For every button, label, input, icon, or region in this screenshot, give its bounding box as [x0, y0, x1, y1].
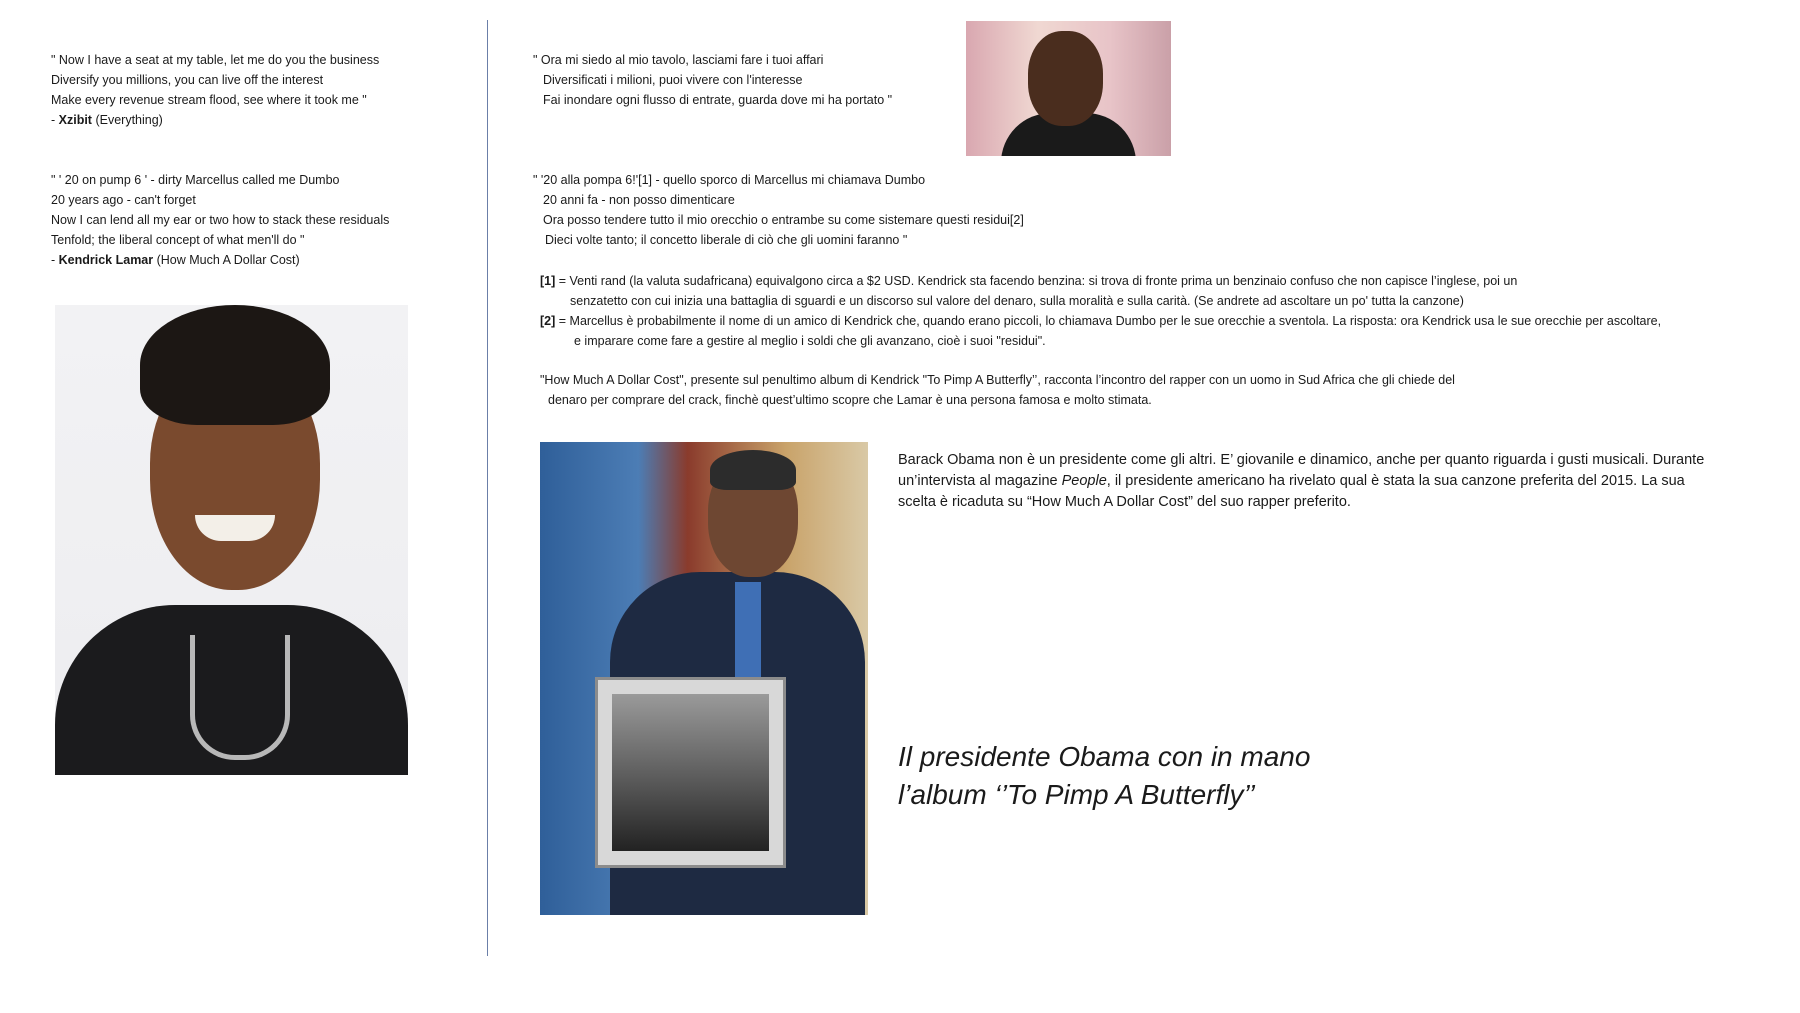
- description-line: "How Much A Dollar Cost", presente sul penultimo album di Kendrick "To Pimp A Butterfly’’, racconta l’incontro del rapper con un uomo in Sud Africa che gli chiede del: [540, 373, 1455, 387]
- paragraph-line: Barack Obama non è un presidente come gli altri. E’ giovanile e dinamico, anche per quanto riguarda i gusti musicali. Durante: [898, 452, 1705, 468]
- song-description: [540, 370, 1455, 410]
- quote-line: Diversify you millions, you can live off the interest: [51, 73, 324, 87]
- description-line: denaro per comprare del crack, finchè quest’ultimo scopre che Lamar è una persona famosa e molto stimata.: [548, 393, 1152, 407]
- translation-line: " '20 alla pompa 6!'[1] - quello sporco di Marcellus mi chiamava Dumbo: [533, 173, 926, 187]
- quote-line: Tenfold; the liberal concept of what men'll do ": [51, 233, 305, 247]
- translation-line: " Ora mi siedo al mio tavolo, lasciami fare i tuoi affari: [533, 53, 824, 67]
- translation-line: Dieci volte tanto; il concetto liberale di ciò che gli uomini faranno ": [545, 233, 908, 247]
- translation-line: Fai inondare ogni flusso di entrate, guarda dove mi ha portato ": [543, 93, 893, 107]
- quote-attribution: - Xzibit (Everything): [51, 113, 163, 127]
- footnote-1: [1] = Venti rand (la valuta sudafricana) equivalgono circa a $2 USD. Kendrick sta facendo benzina: si trova di fronte prima un benzinaio confuso che non capisce l’inglese, poi un: [540, 274, 1518, 288]
- xzibit-quote: [51, 50, 379, 130]
- footnote-2-continued: e imparare come fare a gestire al meglio i soldi che gli avanzano, cioè i suoi "residui".: [574, 334, 1046, 348]
- kendrick-quote: [51, 170, 389, 270]
- translation-line: Ora posso tendere tutto il mio orecchio o entrambe su come sistemare questi residui[2]: [543, 213, 1024, 227]
- caption-line: l’album ‘’To Pimp A Butterfly’’: [898, 779, 1255, 810]
- quote-line: " ' 20 on pump 6 ' - dirty Marcellus called me Dumbo: [51, 173, 340, 187]
- paragraph-line: un’intervista al magazine People, il presidente americano ha rivelato qual è stata la sua canzone preferita del 2015. La sua: [898, 473, 1685, 489]
- song-title: (Everything): [91, 113, 163, 127]
- quote-attribution: - Kendrick Lamar (How Much A Dollar Cost): [51, 253, 300, 267]
- kendrick-lamar-photo: [55, 305, 408, 775]
- song-title: (How Much A Dollar Cost): [153, 253, 300, 267]
- paragraph-line: scelta è ricaduta su “How Much A Dollar Cost” del suo rapper preferito.: [898, 494, 1351, 510]
- footnotes: [540, 271, 1661, 351]
- quote-line: Now I can lend all my ear or two how to stack these residuals: [51, 213, 390, 227]
- footnote-2: [2] = Marcellus è probabilmente il nome di un amico di Kendrick che, quando erano piccoli, lo chiamava Dumbo per le sue orecchie a sventola. La risposta: ora Kendrick usa le sue orecchie per ascoltare,: [540, 314, 1662, 328]
- translation-line: Diversificati i milioni, puoi vivere con l'interesse: [543, 73, 803, 87]
- quote-line: " Now I have a seat at my table, let me do you the business: [51, 53, 380, 67]
- obama-paragraph: [898, 450, 1704, 513]
- column-divider: [487, 20, 488, 956]
- artist-name: Xzibit: [58, 113, 92, 127]
- quote-line: 20 years ago - can't forget: [51, 193, 196, 207]
- photo-caption: [898, 738, 1310, 814]
- xzibit-photo: [966, 21, 1171, 156]
- xzibit-translation: [533, 50, 892, 110]
- magazine-name: People: [1061, 473, 1107, 489]
- quote-line: Make every revenue stream flood, see where it took me ": [51, 93, 367, 107]
- obama-photo: [540, 442, 868, 915]
- translation-line: 20 anni fa - non posso dimenticare: [543, 193, 735, 207]
- caption-line: Il presidente Obama con in mano: [898, 741, 1311, 772]
- kendrick-translation: [533, 170, 1024, 250]
- artist-name: Kendrick Lamar: [58, 253, 154, 267]
- footnote-1-continued: senzatetto con cui inizia una battaglia di sguardi e un discorso sul valore del denaro, sulla moralità e sulla carità. (Se andrete ad ascoltare un po' tutta la canzone): [570, 294, 1464, 308]
